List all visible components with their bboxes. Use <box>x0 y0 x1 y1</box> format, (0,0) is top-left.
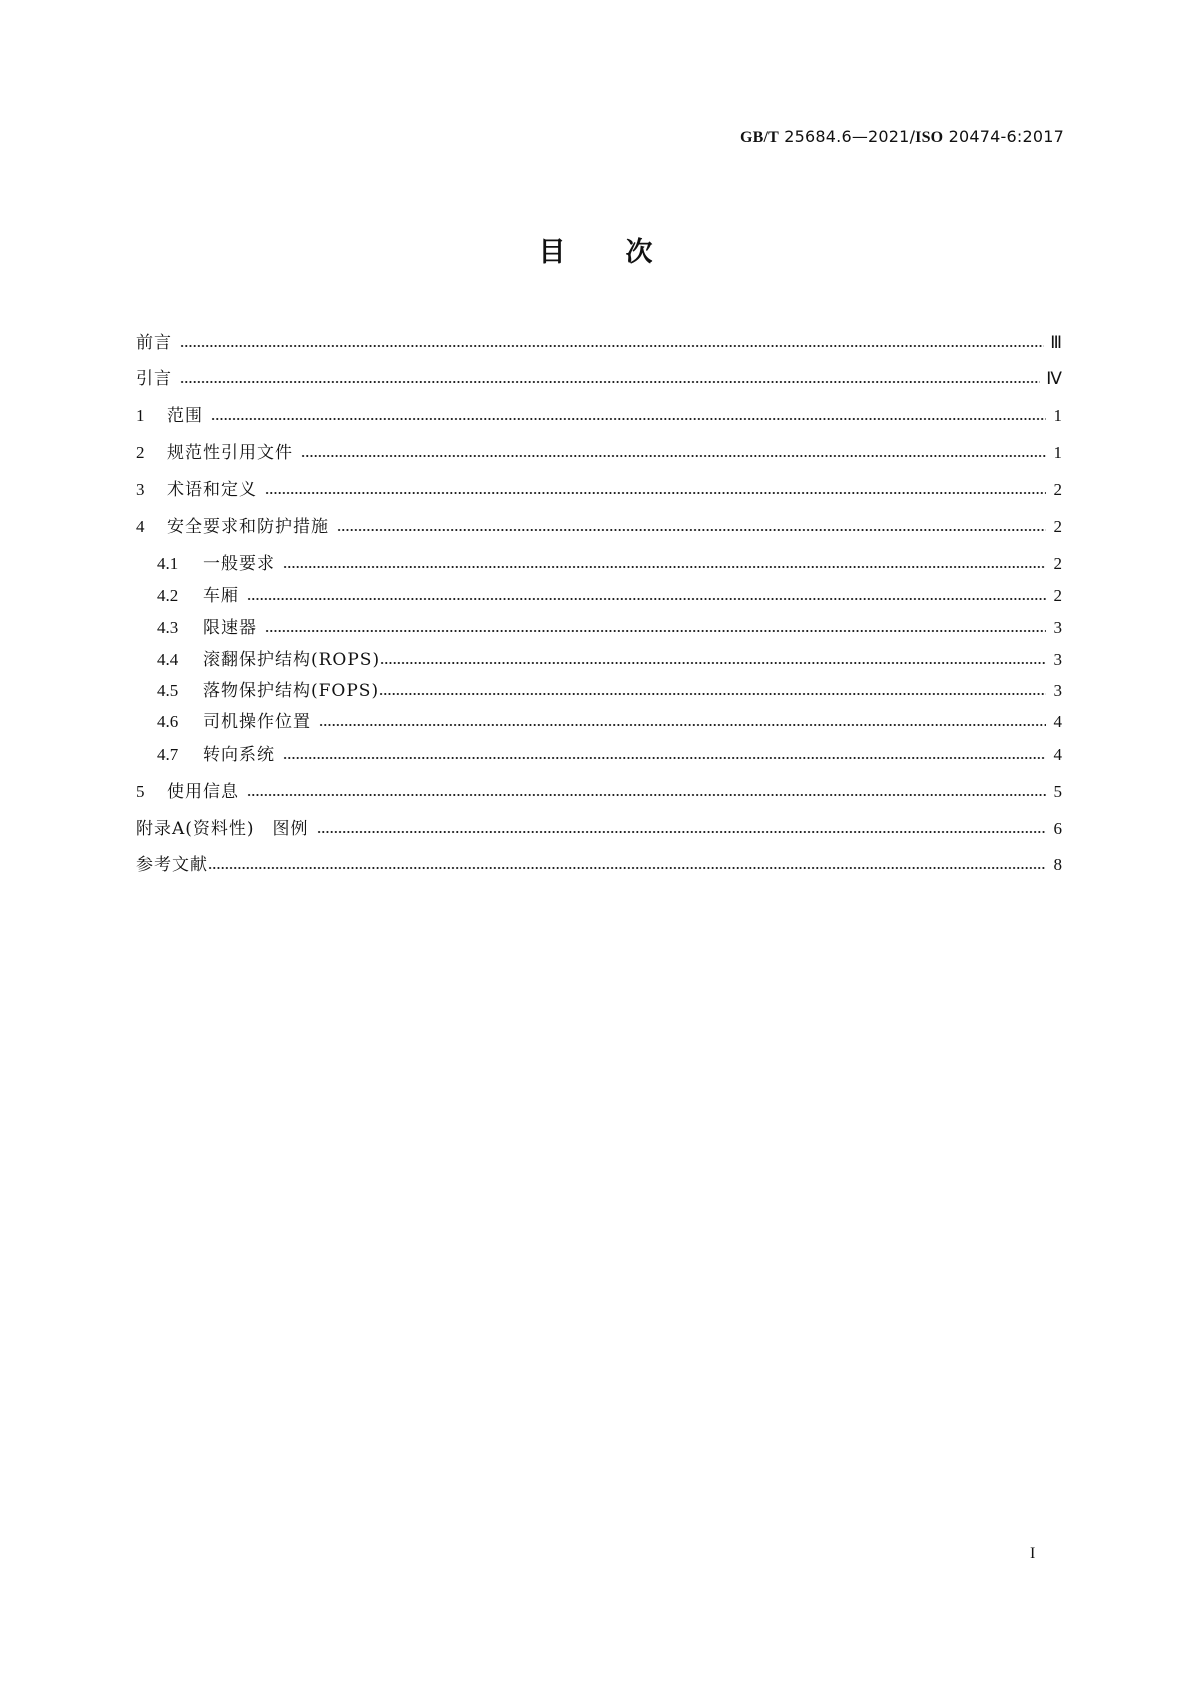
toc-entry-label: 引言 <box>136 369 172 389</box>
std-code: GB/T <box>739 129 779 146</box>
dot-leader <box>180 343 1044 349</box>
toc-entry-page: 8 <box>1053 855 1062 874</box>
dot-leader <box>208 865 1046 871</box>
toc-entry-label: 转向系统 <box>203 745 275 765</box>
toc-entry-number: 5 <box>136 782 145 801</box>
dot-leader <box>283 564 1046 570</box>
toc-entry-number: 4.1 <box>157 554 179 573</box>
toc-entry-number: 4.4 <box>157 650 179 669</box>
toc-entry[interactable] <box>157 553 1062 575</box>
toc-entry-number: 4.3 <box>157 618 179 637</box>
toc-entry-label: 参考文献 <box>136 855 208 875</box>
toc-entry[interactable] <box>157 711 1062 733</box>
toc-entry[interactable] <box>157 744 1062 766</box>
toc-entry-page: 4 <box>1053 745 1062 764</box>
toc-entry-page: 2 <box>1053 554 1062 573</box>
toc-entry-page: 2 <box>1053 517 1062 536</box>
toc-entry-page: Ⅳ <box>1046 369 1062 388</box>
toc-entry[interactable] <box>136 332 1062 354</box>
dot-leader <box>379 691 1046 697</box>
dot-leader <box>265 628 1046 634</box>
toc-entry-number: 3 <box>136 480 145 499</box>
std-number: 25684.6—2021/ <box>784 127 916 146</box>
toc-entry-page: 3 <box>1053 650 1062 669</box>
dot-leader <box>317 829 1046 835</box>
toc-entry-label: 落物保护结构(FOPS) <box>203 681 380 701</box>
toc-entry-number: 2 <box>136 443 145 462</box>
toc-entry[interactable] <box>157 680 1062 702</box>
dot-leader <box>180 379 1040 385</box>
toc-entry-page: 6 <box>1053 819 1062 838</box>
dot-leader <box>337 527 1046 533</box>
dot-leader <box>211 416 1046 422</box>
dot-leader <box>283 755 1046 761</box>
dot-leader <box>247 792 1046 798</box>
toc-entry-label: 一般要求 <box>203 554 275 574</box>
toc-entry-page: 3 <box>1053 618 1062 637</box>
dot-leader <box>265 490 1046 496</box>
toc-entry-label: 滚翻保护结构(ROPS) <box>203 650 381 670</box>
toc-entry[interactable] <box>157 649 1062 671</box>
toc-entry-page: 2 <box>1053 480 1062 499</box>
toc-entry[interactable] <box>157 617 1062 639</box>
toc-entry-label: 前言 <box>136 333 172 353</box>
dot-leader <box>380 660 1046 666</box>
toc-entry-page: 3 <box>1053 681 1062 700</box>
toc-entry[interactable] <box>136 405 1062 427</box>
toc-entry-label: 范围 <box>167 406 203 426</box>
toc-entry[interactable] <box>136 516 1062 538</box>
toc-entry-number: 4 <box>136 517 145 536</box>
toc-entry-page: 4 <box>1053 712 1062 731</box>
toc-entry-number: 1 <box>136 406 145 425</box>
toc-entry-label: 限速器 <box>203 618 257 638</box>
toc-entry-label: 车厢 <box>203 586 239 606</box>
toc-entry-number: 4.5 <box>157 681 179 700</box>
toc-entry-page: 5 <box>1053 782 1062 801</box>
toc-entry-number: 4.6 <box>157 712 179 731</box>
dot-leader <box>247 596 1046 602</box>
dot-leader <box>319 722 1046 728</box>
dot-leader <box>301 453 1046 459</box>
iso-number: 20474-6:2017 <box>948 127 1064 146</box>
toc-entry[interactable] <box>136 442 1062 464</box>
toc-entry-number: 4.7 <box>157 745 179 764</box>
toc-entry[interactable] <box>136 479 1062 501</box>
toc-entry-label: 规范性引用文件 <box>167 443 293 463</box>
toc-entry[interactable] <box>157 585 1062 607</box>
toc-entry[interactable] <box>136 781 1062 803</box>
toc-entry[interactable] <box>136 818 1062 840</box>
toc-entry-label: 司机操作位置 <box>203 712 311 732</box>
toc-entry-page: 2 <box>1053 586 1062 605</box>
toc-entry-label: 使用信息 <box>167 782 239 802</box>
toc-entry[interactable] <box>136 368 1062 390</box>
toc-entry-number: 4.2 <box>157 586 179 605</box>
iso-code: ISO <box>915 129 944 146</box>
document-header <box>740 127 1064 147</box>
toc-entry-label: 安全要求和防护措施 <box>167 517 329 537</box>
toc-entry-label: 术语和定义 <box>167 480 257 500</box>
toc-entry-page: 1 <box>1053 406 1062 425</box>
page-number: I <box>1030 1545 1036 1562</box>
page-title: 目次 <box>538 237 713 268</box>
toc-entry-page: 1 <box>1053 443 1062 462</box>
toc-entry-page: Ⅲ <box>1050 333 1062 352</box>
toc-entry[interactable] <box>136 854 1062 876</box>
toc-entry-label: 附录A(资料性) 图例 <box>136 819 309 839</box>
